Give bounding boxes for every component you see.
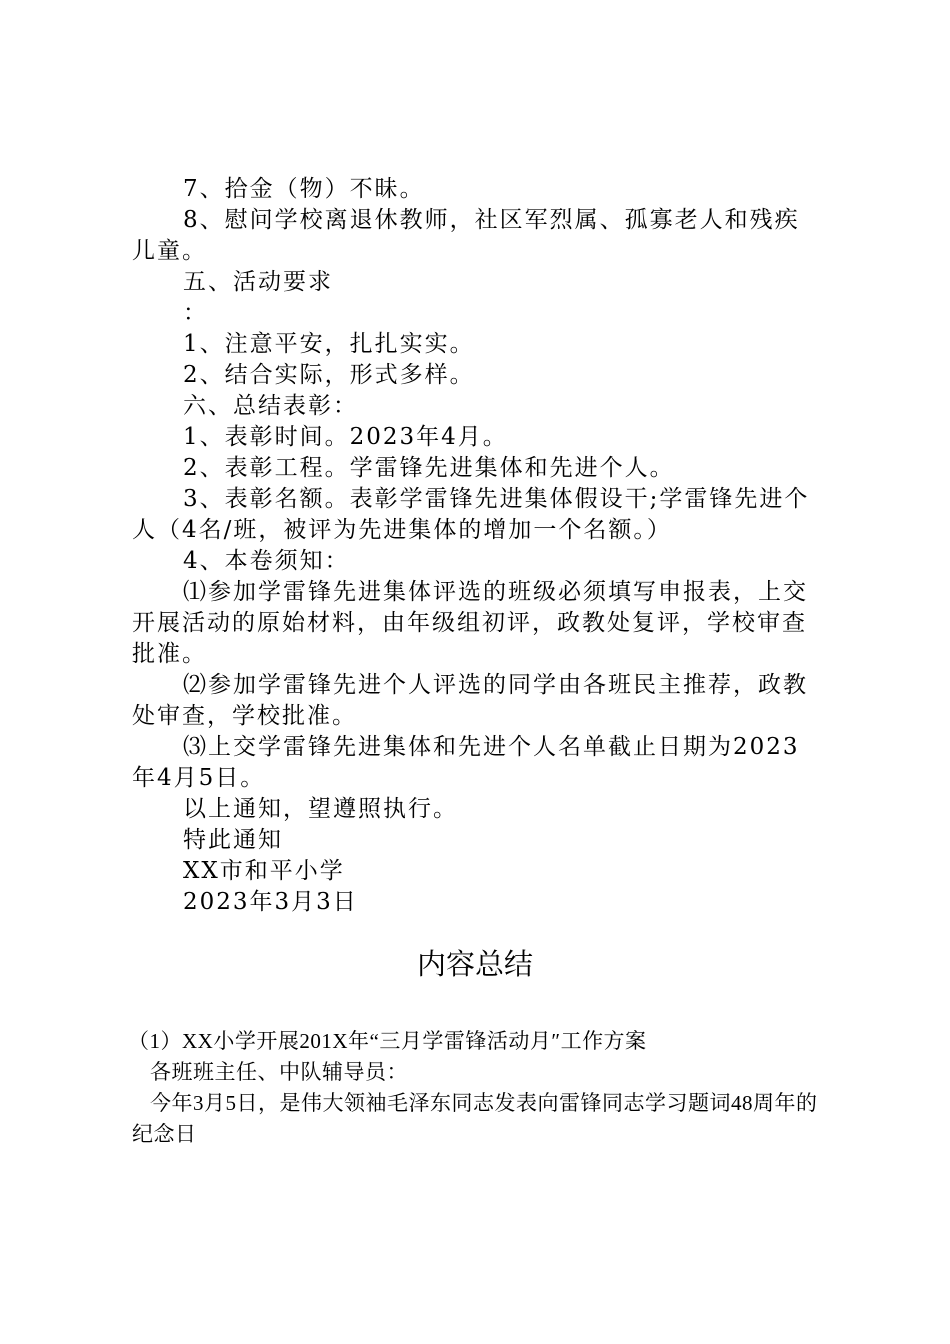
text-line: ：: [183, 300, 208, 326]
text-line: 1、表彰时间。2023年4月。: [183, 424, 508, 450]
summary-title: 内容总结: [416, 947, 533, 981]
text-line: 特此通知: [183, 827, 283, 853]
text-line: 7、拾金（物）不昧。: [183, 176, 425, 202]
section-heading: 五、活动要求: [183, 269, 333, 295]
text-line: 儿童。: [132, 238, 207, 264]
text-line: 批准。: [132, 641, 207, 667]
summary-line: 纪念日: [132, 1122, 197, 1146]
text-line: 1、注意平安，扎扎实实。: [183, 331, 475, 357]
text-line: 4、本卷须知：: [183, 548, 350, 574]
text-line: 3、表彰名额。表彰学雷锋先进集体假设干;学雷锋先进个: [183, 486, 810, 512]
summary-line: 各班班主任、中队辅导员：: [150, 1060, 408, 1084]
text-line: 人（4名/班，被评为先进集体的增加一个名额。）: [132, 517, 672, 543]
text-line: 2、结合实际，形式多样。: [183, 362, 475, 388]
text-line: 处审查，学校批准。: [132, 703, 357, 729]
text-line: 2、表彰工程。学雷锋先进集体和先进个人。: [183, 455, 675, 481]
signature-org: XX市和平小学: [183, 858, 345, 884]
text-line: 以上通知，望遵照执行。: [183, 796, 458, 822]
text-line: ⑵参加学雷锋先进个人评选的同学由各班民主推荐，政教: [183, 672, 808, 698]
section-heading: 六、总结表彰：: [183, 393, 358, 419]
text-line: ⑶上交学雷锋先进集体和先进个人名单截止日期为2023: [183, 734, 800, 760]
summary-line: 今年3月5日，是伟大领袖毛泽东同志发表向雷锋同志学习题词48周年的: [150, 1091, 818, 1115]
text-line: ⑴参加学雷锋先进集体评选的班级必须填写申报表，上交: [183, 579, 808, 605]
text-line: 年4月5日。: [132, 765, 266, 791]
text-line: 8、慰问学校离退休教师，社区军烈属、孤寡老人和残疾: [183, 207, 800, 233]
signature-date: 2023年3月3日: [183, 889, 358, 915]
summary-line: （1）XX小学开展201X年“三月学雷锋活动月″工作方案: [128, 1029, 647, 1053]
text-line: 开展活动的原始材料，由年级组初评，政教处复评，学校审查: [132, 610, 807, 636]
